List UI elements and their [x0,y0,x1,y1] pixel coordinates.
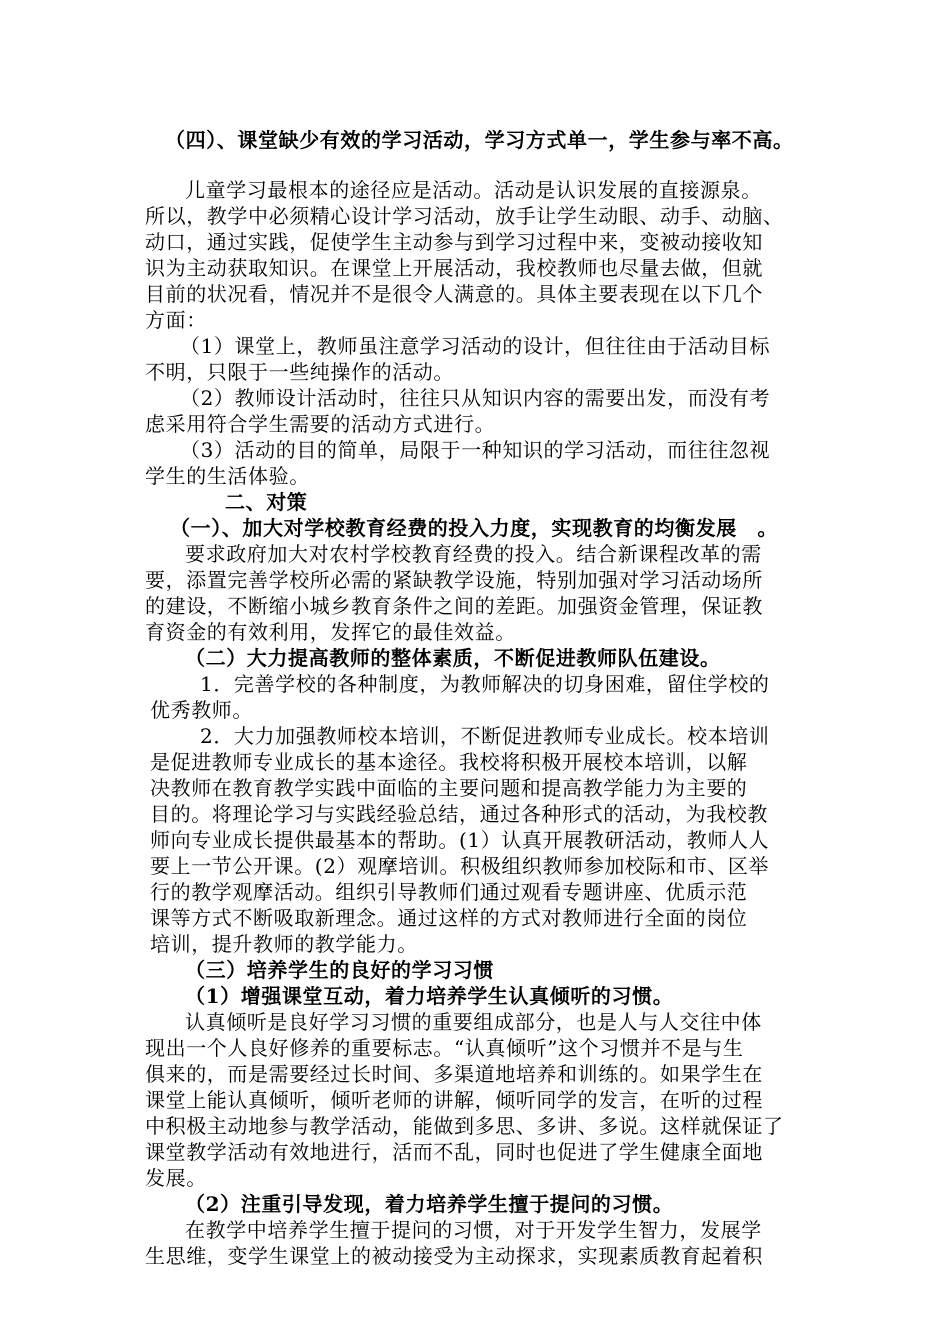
list-item-line: （3）活动的目的简单，局限于一种知识的学习活动，而往往忽视 [180,438,771,462]
paragraph-line: 行的教学观摩活动。组织引导教师们通过观看专题讲座、优质示范 [150,880,748,904]
paragraph-line: 俱来的，而是需要经过长时间、多渠道地培养和训练的。如果学生在 [145,1062,763,1086]
paragraph-line: 课等方式不断吸取新理念。通过这样的方式对教师进行全面的岗位 [150,906,748,930]
paragraph-line: 的建设，不断缩小城乡教育条件之间的差距。加强资金管理，保证教 [145,594,763,618]
paragraph-line: 识为主动获取知识。在课堂上开展活动，我校教师也尽量去做，但就 [145,256,763,280]
subsection-heading-one: （一）、加大对学校教育经费的投入力度，实现教育的均衡发展 。 [170,516,778,540]
paragraph-line: 课堂教学活动有效地进行，活而不乱，同时也促进了学生健康全面地 [145,1140,763,1164]
paragraph-line: 目前的状况看，情况并不是很令人满意的。具体主要表现在以下几个 [145,282,763,306]
paragraph-line: 生思维，变学生课堂上的被动接受为主动探求，实现素质教育起着积 [145,1244,763,1268]
paragraph-line: 方面： [145,308,207,332]
paragraph-line: 中积极主动地参与教学活动，能做到多思、多讲、多说。这样就保证了 [145,1114,784,1138]
paragraph-line: 要求政府加大对农村学校教育经费的投入。结合新课程改革的需 [185,542,762,566]
subsection-heading-three: （三）培养学生的良好的学习习惯 [185,958,494,982]
paragraph-line: 所以，教学中必须精心设计学习活动，放手让学生动眼、动手、动脑、 [145,204,784,228]
paragraph-line: 认真倾听是良好学习习惯的重要组成部分，也是人与人交往中体 [185,1010,762,1034]
list-item-line: 虑采用符合学生需要的活动方式进行。 [145,412,496,436]
list-item-line: 1．完善学校的各种制度，为教师解决的切身困难，留住学校的 [200,672,770,696]
paragraph-line: 2．大力加强教师校本培训，不断促进教师专业成长。校本培训 [200,724,770,748]
list-item-line: 优秀教师。 [150,698,253,722]
paragraph-line: 发展。 [145,1166,207,1190]
item-heading-listening: （1）增强课堂互动，着力培养学生认真倾听的习惯。 [185,984,674,1008]
paragraph-line: 在教学中培养学生擅于提问的习惯，对于开发学生智力，发展学 [185,1218,762,1242]
paragraph-line: 动口，通过实践，促使学生主动参与到学习过程中来，变被动接收知 [145,230,763,254]
section-heading-four: （四）、课堂缺少有效的学习活动，学习方式单一，学生参与率不高。 [165,128,794,152]
paragraph-line: 课堂上能认真倾听，倾听老师的讲解，倾听同学的发言，在听的过程 [145,1088,763,1112]
paragraph-line: 决教师在教育教学实践中面临的主要问题和提高教学能力为主要的 [150,776,748,800]
paragraph-line: 现出一个人良好修养的重要标志。“认真倾听”这个习惯并不是与生 [145,1036,744,1060]
paragraph-line: 目的。将理论学习与实践经验总结，通过各种形式的活动，为我校教 [150,802,768,826]
item-heading-questioning: （2）注重引导发现，着力培养学生擅于提问的习惯。 [185,1192,674,1216]
list-item-line: （1）课堂上，教师虽注意学习活动的设计，但往往由于活动目标 [180,334,771,358]
list-item-line: （2）教师设计活动时，往往只从知识内容的需要出发，而没有考 [180,386,771,410]
paragraph-line: 育资金的有效利用，发挥它的最佳效益。 [145,620,516,644]
paragraph-line: 是促进教师专业成长的基本途径。我校将积极开展校本培训，以解 [150,750,748,774]
list-item-line: 不明，只限于一些纯操作的活动。 [145,360,454,384]
list-item-line: 学生的生活体验。 [145,464,310,488]
subsection-heading-two: （二）大力提高教师的整体素质，不断促进教师队伍建设。 [185,646,721,670]
paragraph-line: 要，添置完善学校所必需的紧缺教学设施，特别加强对学习活动场所 [145,568,763,592]
paragraph-line: 培训，提升教师的教学能力。 [150,932,418,956]
paragraph-line: 要上一节公开课。(2）观摩培训。积极组织教师参加校际和市、区举 [150,854,770,878]
paragraph-line: 儿童学习最根本的途径应是活动。活动是认识发展的直接源泉。 [185,178,762,202]
section-heading-countermeasures: 二、对策 [225,490,308,514]
paragraph-line: 师向专业成长提供最基本的帮助。(1）认真开展教研活动，教师人人 [150,828,770,852]
